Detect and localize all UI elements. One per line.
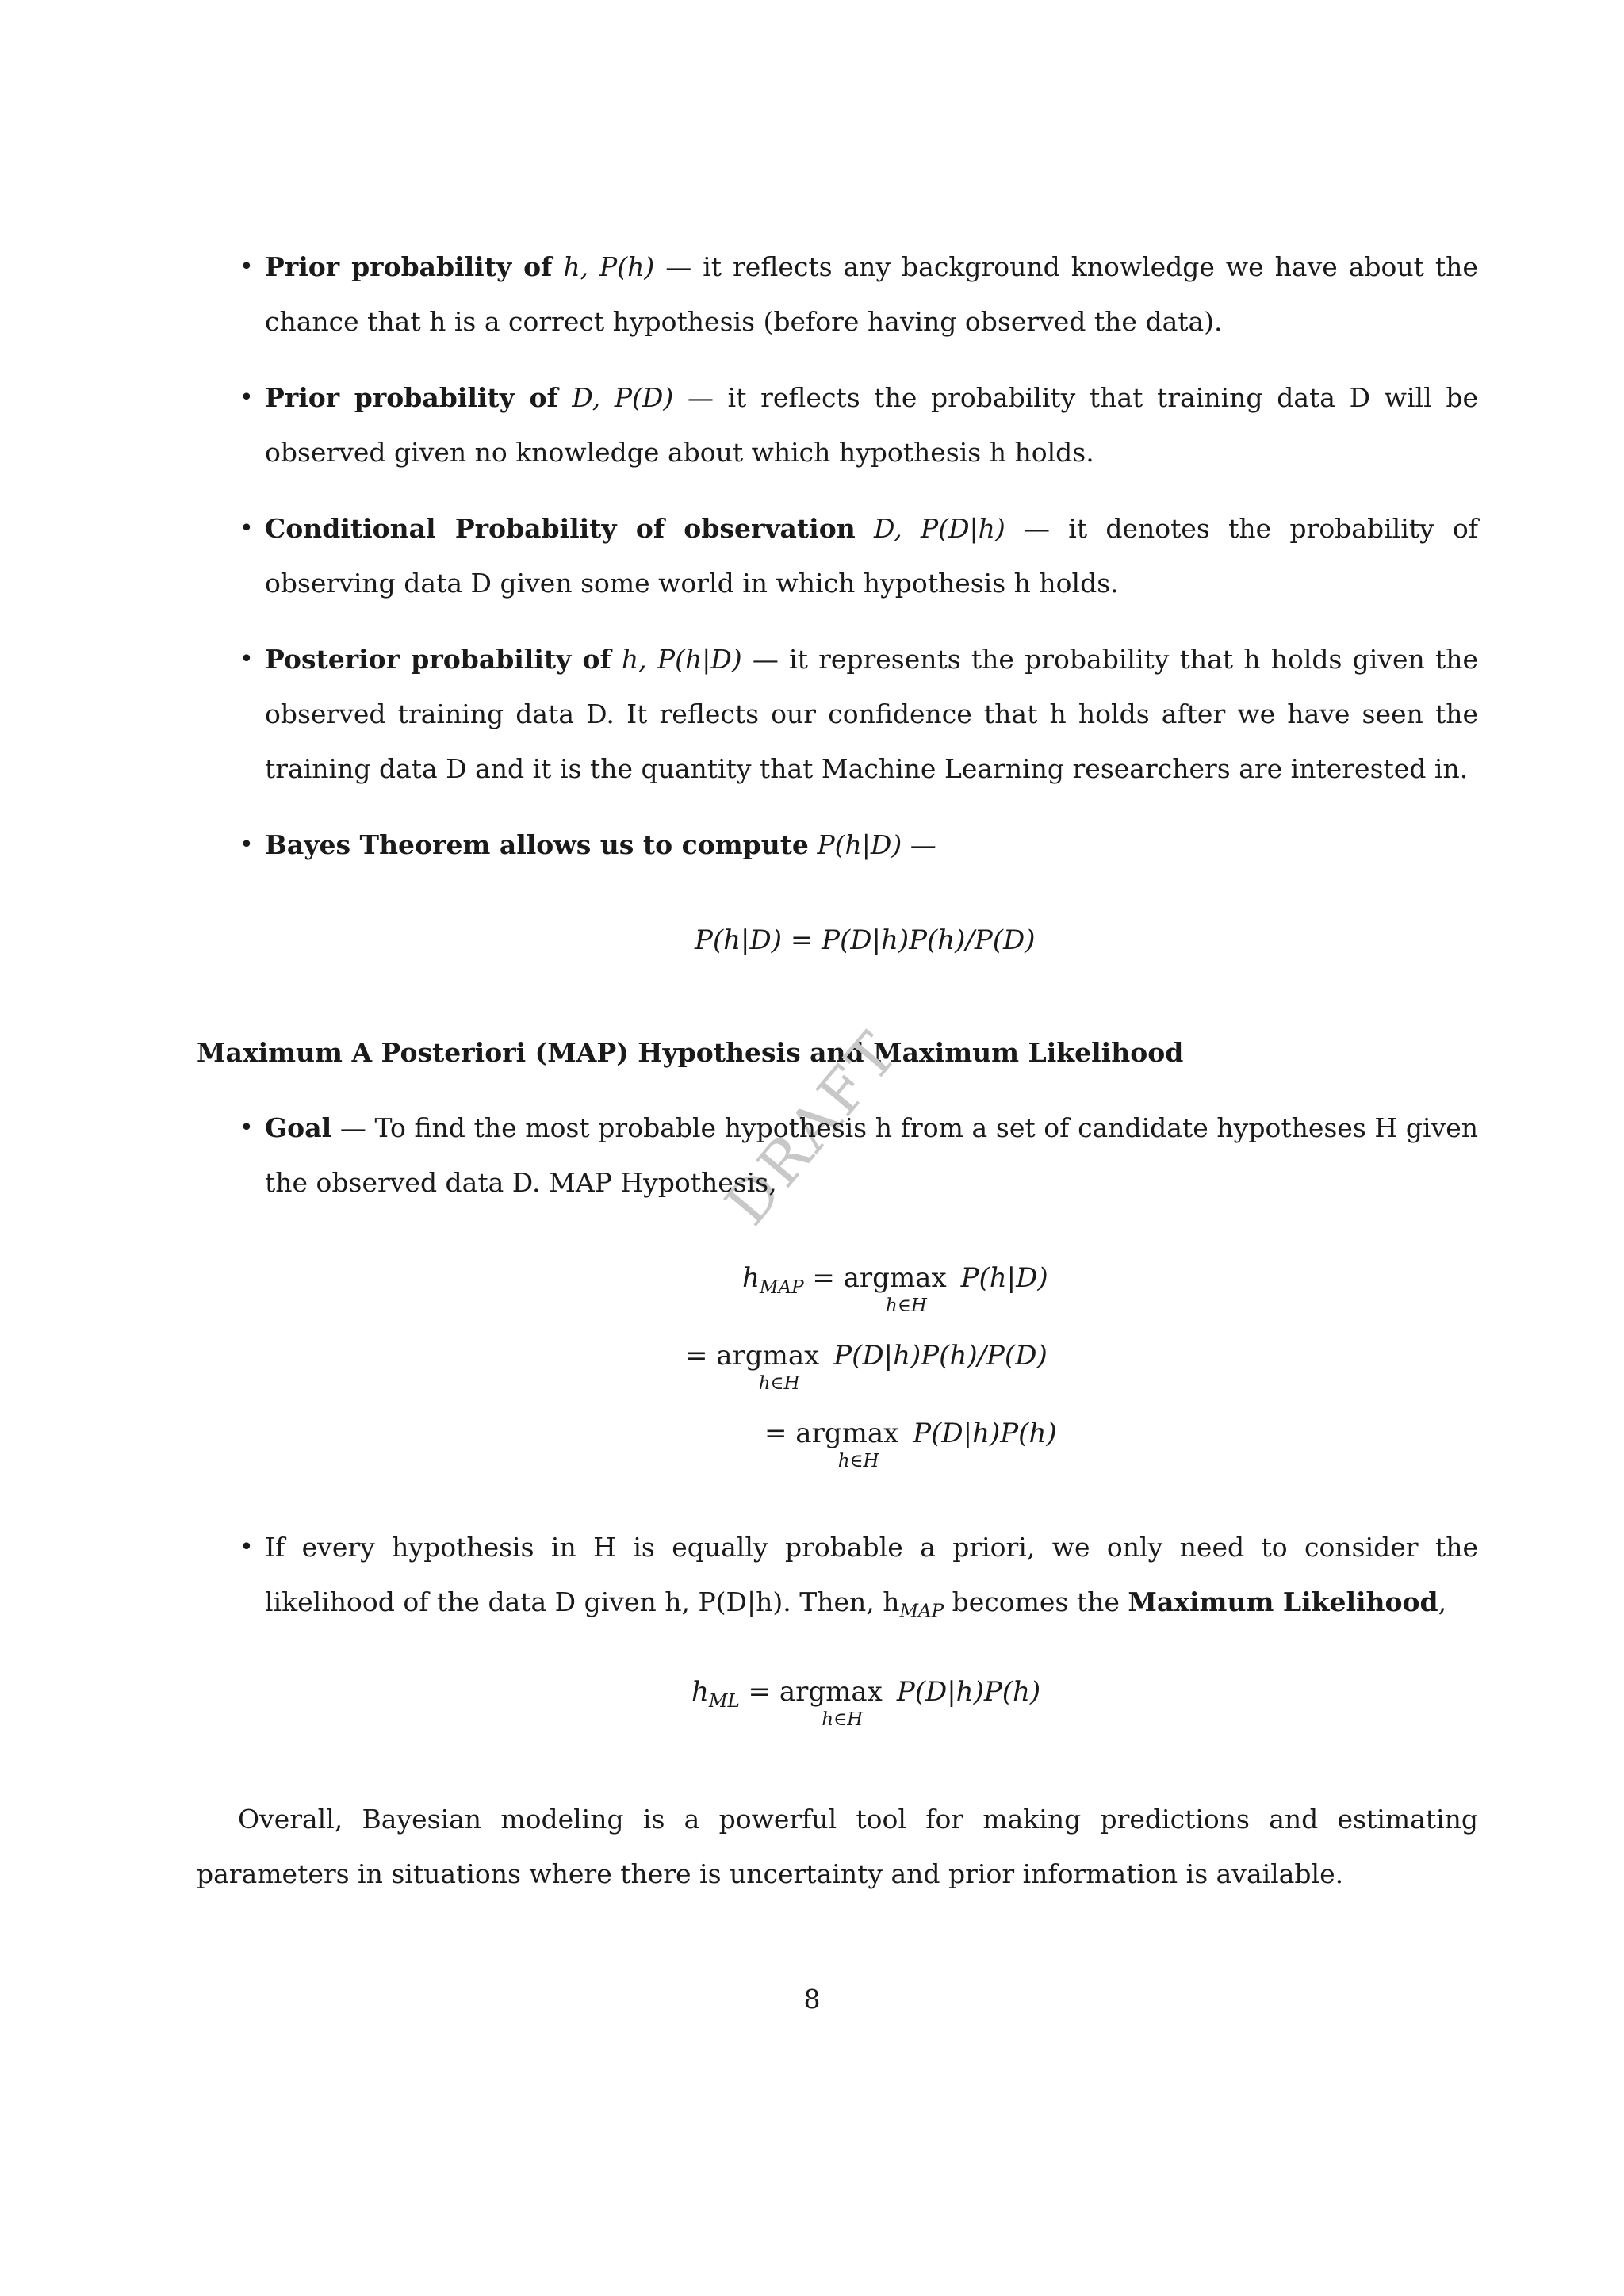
eq-rhs: P(D|h)P(h) (913, 1418, 1057, 1449)
bullet-bold-label: Prior probability of (265, 251, 553, 282)
argmax-text: = argmax (685, 1340, 820, 1372)
bullet-posterior (239, 632, 1478, 796)
bullet-maximum-likelihood (239, 1520, 1478, 1640)
bullet-text: If every hypothesis in H is equally probable a priori, we only need to consider the likelihood of the data D given h, P(D|h). Then, h (265, 1532, 1478, 1617)
argmax-subscript: h∈H (886, 1295, 927, 1316)
equation-text: P(h|D) = P(D|h)P(h)/P(D) (695, 924, 1036, 956)
map-equation-line-1 (742, 1261, 1048, 1314)
bullet-bold-term: Maximum Likelihood (1128, 1586, 1438, 1617)
eq-rhs: P(D|h)P(h)/P(D) (833, 1340, 1048, 1372)
bullet-text: — (910, 829, 936, 860)
bullet-math: D, P(D) (572, 382, 674, 413)
argmax-subscript: h∈H (822, 1709, 864, 1730)
bullet-dot: • (239, 645, 254, 673)
eq-lhs-sub: ML (708, 1690, 740, 1712)
bullet-dot: • (239, 831, 254, 859)
map-equation-line-2 (685, 1338, 1048, 1392)
argmax-text: = argmax (812, 1262, 947, 1294)
bullet-text-2: becomes the (944, 1586, 1128, 1617)
conclusion-paragraph (197, 1792, 1478, 1901)
bullet-text: — it reflects any background knowledge we have about the chance that h is a correct hypothesis (before having observed the data). (265, 251, 1478, 337)
section-heading: Maximum A Posteriori (MAP) Hypothesis and Maximum Likelihood (197, 1037, 1184, 1068)
bullet-math: P(h|D) (817, 829, 902, 860)
bullet-goal (239, 1100, 1478, 1210)
eq-lhs: h (742, 1262, 760, 1294)
argmax-operator (812, 1261, 946, 1314)
argmax-text: = argmax (748, 1676, 883, 1708)
bullet-text-3: , (1438, 1586, 1447, 1617)
bullet-text: — it represents the probability that h holds given the observed training data D. It reflects our confidence that h holds after we have seen the training data D and it is the quantity that Machine Learning researchers are interested in. (265, 644, 1478, 784)
eq-lhs-sub: MAP (759, 1276, 804, 1298)
eq-lhs: h (691, 1676, 709, 1708)
bullet-dot: • (239, 515, 254, 542)
bullet-prior-h (239, 239, 1478, 349)
bullet-dot: • (239, 384, 254, 411)
argmax-operator (764, 1416, 898, 1470)
argmax-subscript: h∈H (837, 1451, 879, 1471)
bullet-math: h, P(h) (563, 251, 655, 282)
bullet-sub: MAP (899, 1601, 944, 1622)
bullet-bold-label: Conditional Probability of observation (265, 513, 856, 544)
argmax-text: = argmax (764, 1418, 899, 1449)
conclusion-text: Overall, Bayesian modeling is a powerful tool for making predictions and estimating parameters in situations where there is uncertainty and prior information is available. (197, 1804, 1478, 1889)
draft-watermark: DRAFT (712, 1018, 913, 1238)
bullet-text: — To find the most probable hypothesis h from a set of candidate hypotheses H given the observed data D. MAP Hypothesis, (265, 1112, 1478, 1198)
bullet-prior-d (239, 370, 1478, 480)
bullet-dot: • (239, 1533, 254, 1561)
bullet-bold-label: Goal (265, 1112, 332, 1143)
bullet-bold-label: Posterior probability of (265, 644, 611, 675)
bullet-text: — it reflects the probability that training data D will be observed given no knowledge about which hypothesis h holds. (265, 382, 1478, 468)
bullet-bayes-theorem (239, 817, 1478, 872)
argmax-operator (749, 1674, 883, 1728)
bullet-math: h, P(h|D) (621, 644, 742, 675)
argmax-operator (685, 1338, 819, 1392)
bullet-dot: • (239, 1114, 254, 1142)
ml-equation (691, 1674, 1040, 1728)
bullet-bold-label: Prior probability of (265, 382, 558, 413)
bayes-equation (695, 923, 1036, 958)
eq-rhs: P(h|D) (960, 1262, 1048, 1294)
eq-rhs: P(D|h)P(h) (896, 1676, 1041, 1708)
argmax-subscript: h∈H (758, 1373, 800, 1394)
bullet-text: — it denotes the probability of observing data D given some world in which hypothesis h holds. (265, 513, 1479, 599)
bullet-dot: • (239, 253, 254, 281)
bullet-bold-label: Bayes Theorem allows us to compute (265, 829, 809, 860)
page-number: 8 (803, 1984, 821, 2015)
bullet-conditional (239, 501, 1479, 610)
bullet-math: D, P(D|h) (873, 513, 1005, 544)
map-equation-line-3 (764, 1416, 1057, 1470)
